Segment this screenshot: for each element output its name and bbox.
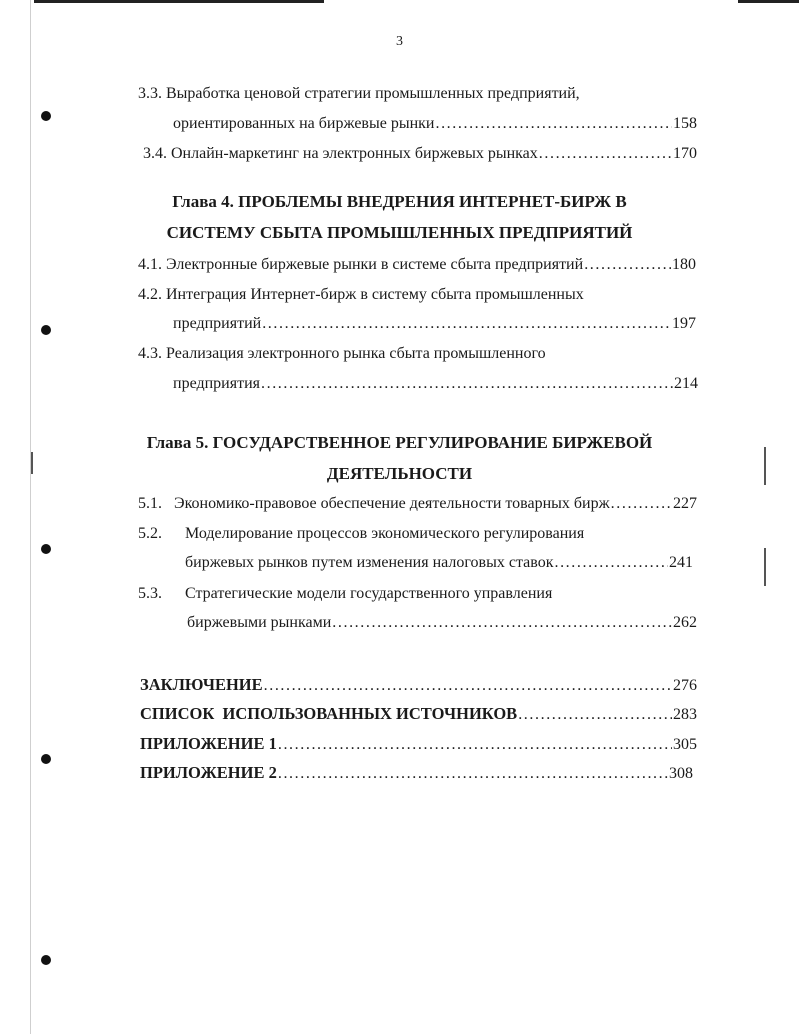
toc-page-number: 197 — [672, 315, 696, 332]
toc-entry-text: Моделирование процессов экономического регулирования — [185, 525, 585, 542]
dot-leader — [539, 144, 672, 164]
punch-hole-1 — [41, 111, 51, 121]
toc-entry-4-2-line2 — [173, 314, 696, 334]
dot-leader — [278, 764, 668, 784]
toc-entry-text: 4.1. Электронные биржевые рынки в системе сбыта предприятий — [138, 256, 584, 273]
dot-leader — [261, 374, 673, 394]
toc-entry-4-2-line1: 4.2. Интеграция Интернет-бирж в систему сбыта промышленных — [138, 286, 584, 303]
toc-page-number: 276 — [673, 677, 697, 694]
punch-hole-3 — [41, 544, 51, 554]
toc-entry-5-1 — [138, 494, 697, 514]
toc-page-number: 170 — [673, 145, 697, 162]
toc-page-number: 227 — [673, 495, 697, 512]
toc-entry-text: биржевыми рынками — [187, 614, 332, 631]
dot-leader — [518, 705, 672, 725]
toc-entry-text: ЗАКЛЮЧЕНИЕ — [140, 675, 263, 694]
toc-entry-5-2-line1 — [138, 524, 584, 544]
toc-entry-sources — [140, 704, 697, 725]
dot-leader — [584, 255, 671, 275]
punch-hole-4 — [41, 754, 51, 764]
scan-edge-bar-left — [34, 0, 324, 3]
toc-entry-text: предприятия — [173, 375, 260, 392]
toc-entry-5-2-line2 — [185, 553, 693, 573]
toc-entry-3-4 — [143, 144, 697, 164]
toc-entry-text: ПРИЛОЖЕНИЕ 1 — [140, 734, 277, 753]
toc-page-number: 308 — [669, 765, 693, 782]
toc-entry-text: биржевых рынков путем изменения налоговых ставок — [185, 554, 554, 571]
toc-page-number: 283 — [673, 706, 697, 723]
toc-entry-3-3-line1: 3.3. Выработка ценовой стратегии промышленных предприятий, — [138, 85, 580, 102]
toc-entry-text: Экономико-правовое обеспечение деятельности товарных бирж — [174, 495, 610, 512]
toc-entry-text: СПИСОК ИСПОЛЬЗОВАННЫХ ИСТОЧНИКОВ — [140, 704, 518, 723]
toc-entry-appendix-2 — [140, 763, 693, 784]
margin-mark-right-2 — [764, 548, 766, 586]
dot-leader — [262, 314, 671, 334]
toc-entry-5-3-line1 — [138, 584, 552, 604]
toc-entry-4-1 — [138, 255, 696, 275]
page-left-edge-line — [30, 0, 31, 1034]
toc-entry-number: 5.1. — [138, 495, 162, 512]
toc-entry-text: ПРИЛОЖЕНИЕ 2 — [140, 763, 277, 782]
dot-leader — [611, 494, 672, 514]
dot-leader — [435, 114, 672, 134]
dot-leader — [278, 735, 672, 755]
dot-leader — [554, 553, 668, 573]
toc-page-number: 180 — [672, 256, 696, 273]
page-number: 3 — [396, 34, 403, 49]
chapter-4-heading-line1: Глава 4. ПРОБЛЕМЫ ВНЕДРЕНИЯ ИНТЕРНЕТ-БИРЖ В — [172, 192, 627, 211]
toc-entry-text: ориентированных на биржевые рынки — [173, 115, 435, 132]
chapter-5-heading-line1: Глава 5. ГОСУДАРСТВЕННОЕ РЕГУЛИРОВАНИЕ БИРЖЕВОЙ — [146, 433, 653, 452]
dot-leader — [264, 676, 672, 696]
punch-hole-5 — [41, 955, 51, 965]
toc-entry-number: 5.3. — [138, 585, 162, 602]
toc-page-number: 305 — [673, 736, 697, 753]
toc-entry-appendix-1 — [140, 734, 697, 755]
scan-edge-bar-right — [738, 0, 799, 3]
chapter-4-heading-line2: СИСТЕМУ СБЫТА ПРОМЫШЛЕННЫХ ПРЕДПРИЯТИЙ — [166, 223, 633, 242]
toc-page-number: 158 — [673, 115, 697, 132]
toc-page-number: 241 — [669, 554, 693, 571]
toc-entry-text: 3.4. Онлайн-маркетинг на электронных биржевых рынках — [143, 145, 538, 162]
punch-hole-2 — [41, 325, 51, 335]
toc-entry-conclusion — [140, 675, 697, 696]
toc-entry-3-3-line2 — [173, 114, 697, 134]
toc-entry-text: Стратегические модели государственного управления — [185, 585, 553, 602]
chapter-5-heading-line2: ДЕЯТЕЛЬНОСТИ — [326, 464, 473, 483]
toc-page-number: 214 — [674, 375, 698, 392]
toc-entry-4-3-line1: 4.3. Реализация электронного рынка сбыта промышленного — [138, 345, 546, 362]
toc-entry-4-3-line2 — [173, 374, 698, 394]
toc-entry-text: предприятий — [173, 315, 262, 332]
toc-entry-5-3-line2 — [187, 613, 697, 633]
toc-entry-number: 5.2. — [138, 525, 162, 542]
dot-leader — [332, 613, 672, 633]
toc-page-number: 262 — [673, 614, 697, 631]
